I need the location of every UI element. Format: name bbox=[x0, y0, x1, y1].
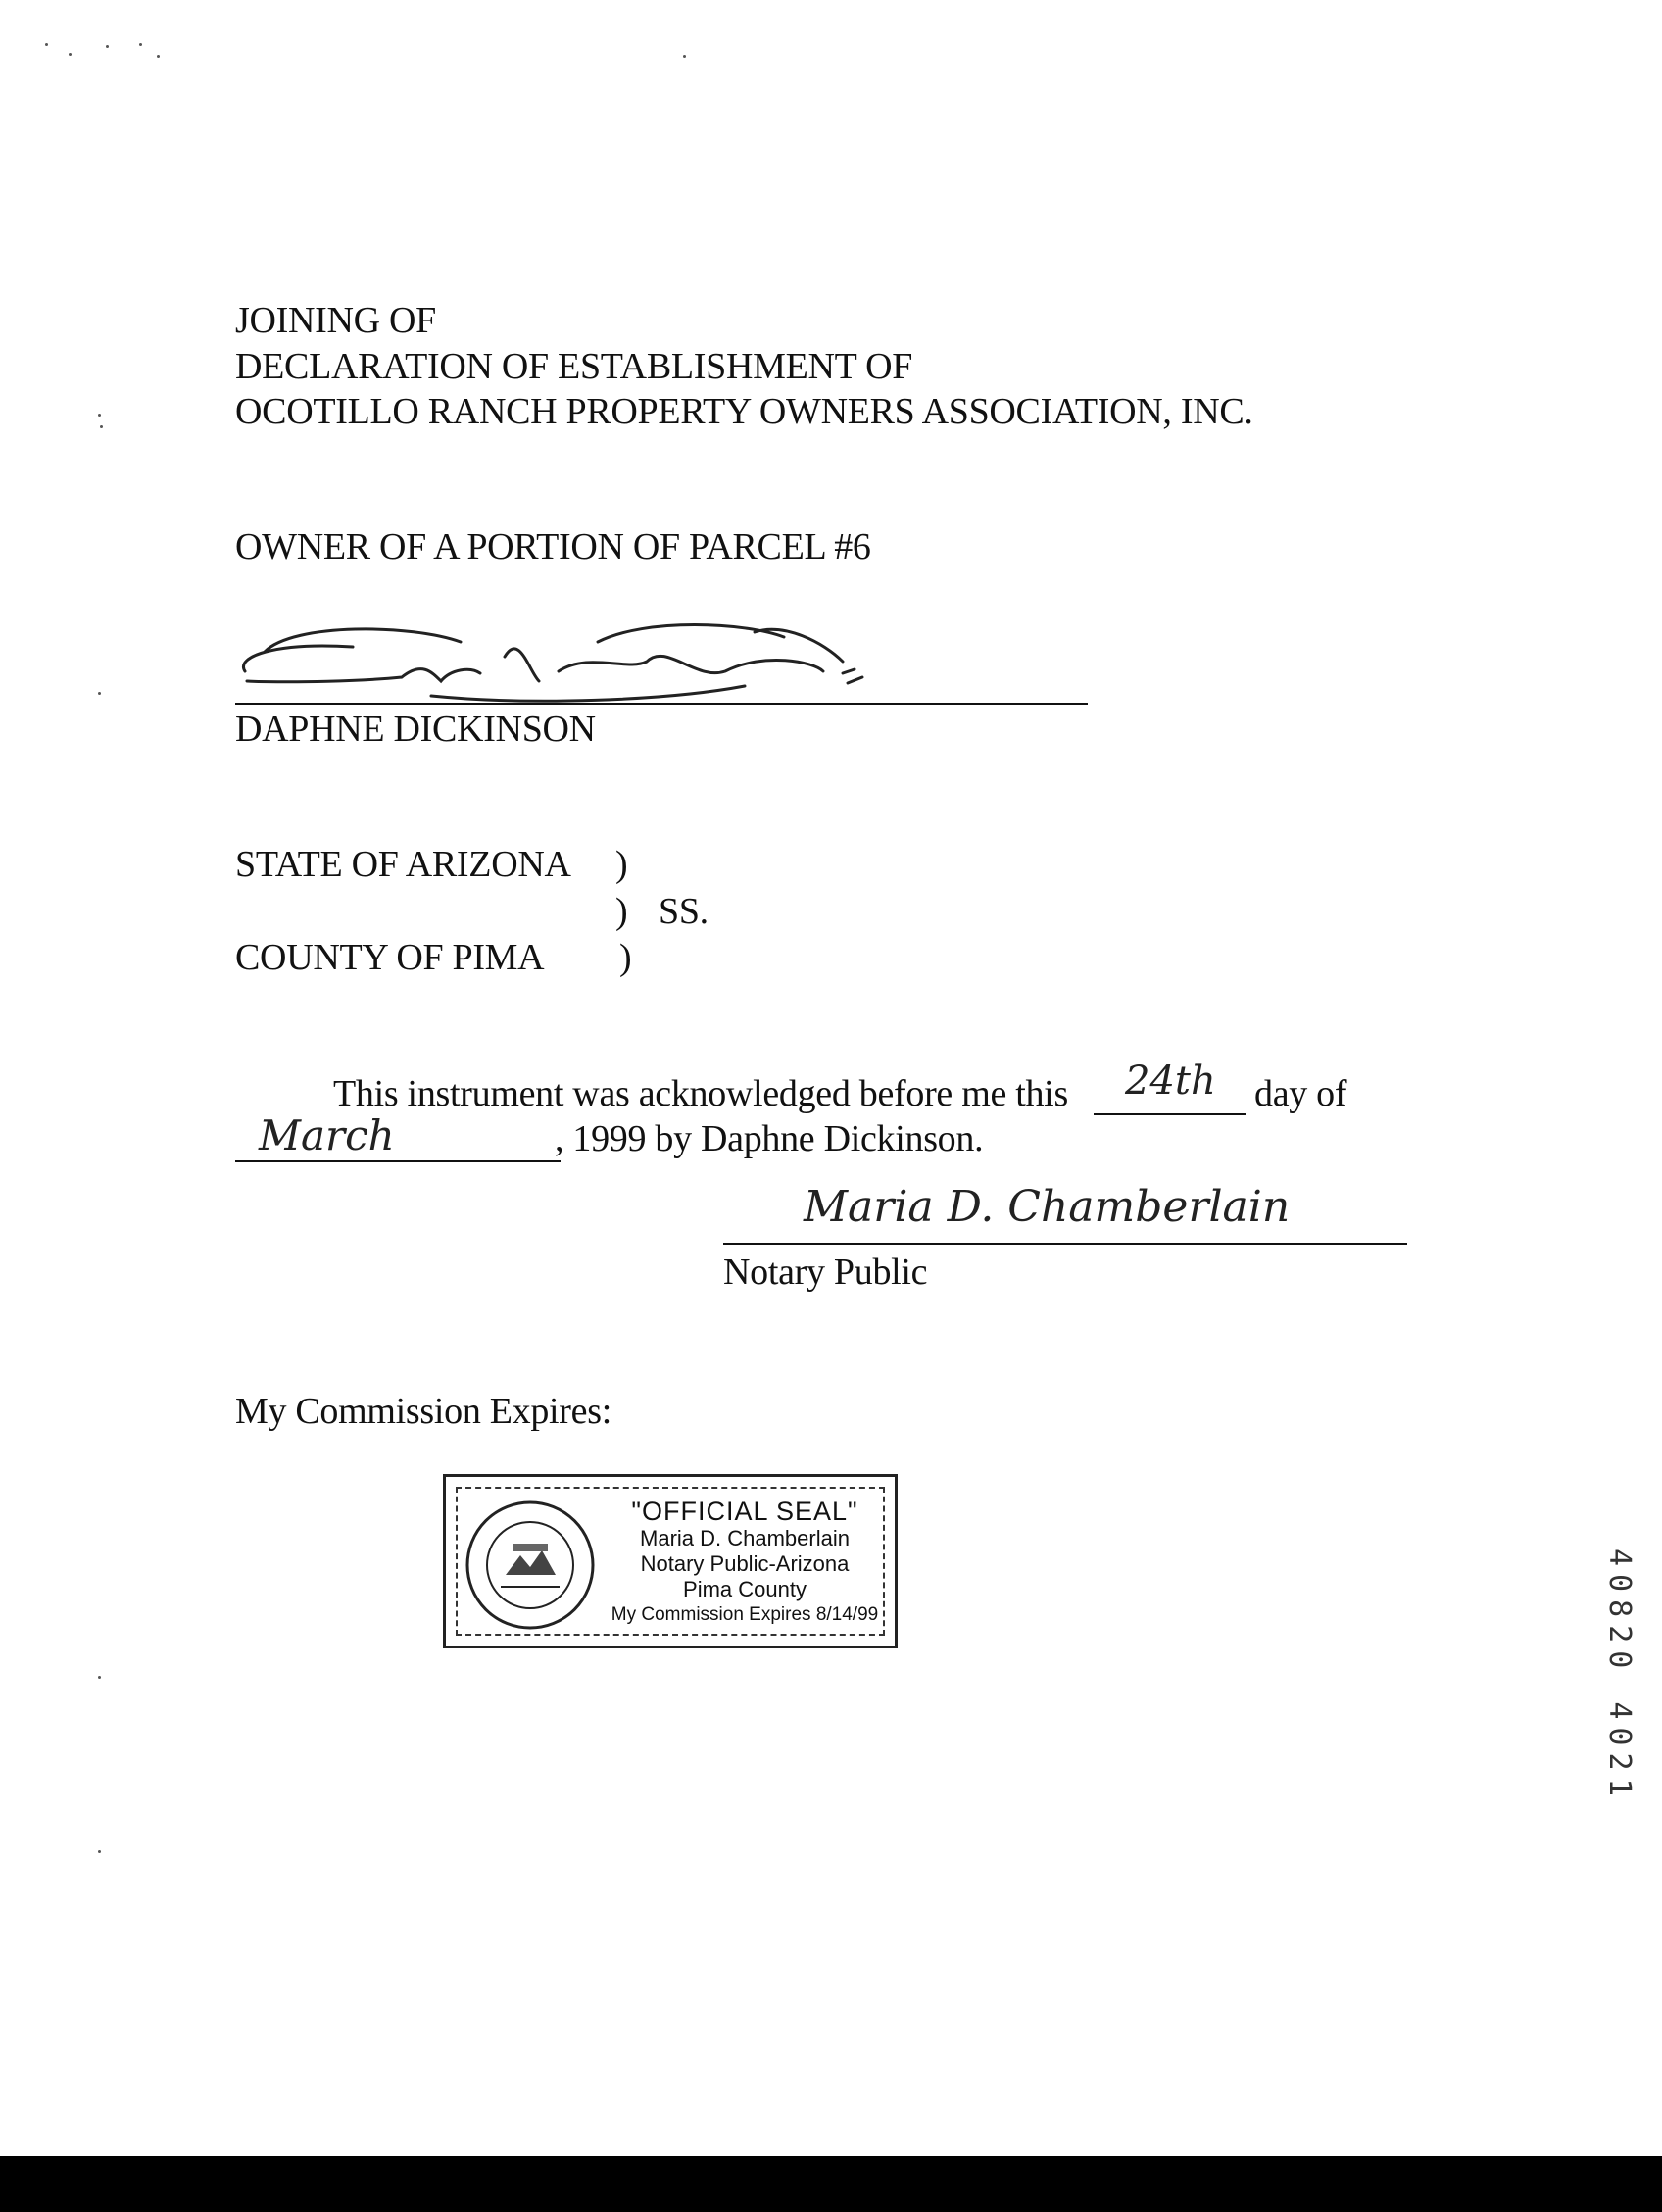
acknowledgment-day-handwritten: 24th bbox=[1125, 1058, 1216, 1104]
venue-state: STATE OF ARIZONA bbox=[235, 844, 571, 885]
title-line-3: OCOTILLO RANCH PROPERTY OWNERS ASSOCIATION, INC. bbox=[235, 391, 1253, 432]
speck bbox=[100, 425, 103, 428]
speck bbox=[98, 1850, 101, 1853]
speck bbox=[98, 692, 101, 695]
month-blank-line bbox=[235, 1160, 561, 1162]
venue-county: COUNTY OF PIMA bbox=[235, 937, 545, 978]
venue-paren-1: ) bbox=[615, 844, 628, 885]
seal-line-1: "OFFICIAL SEAL" bbox=[631, 1497, 858, 1526]
notary-label: Notary Public bbox=[723, 1252, 928, 1293]
acknowledgment-year-text: , 1999 by Daphne Dickinson. bbox=[555, 1118, 984, 1159]
venue-ss: SS. bbox=[659, 891, 709, 932]
owner-heading: OWNER OF A PORTION OF PARCEL #6 bbox=[235, 526, 871, 567]
seal-text-block bbox=[603, 1497, 887, 1628]
commission-label: My Commission Expires: bbox=[235, 1391, 611, 1432]
notary-signature-handwritten: Maria D. Chamberlain bbox=[804, 1182, 1291, 1232]
speck bbox=[45, 43, 48, 46]
owner-name: DAPHNE DICKINSON bbox=[235, 709, 596, 750]
speck bbox=[106, 45, 109, 48]
day-blank-line bbox=[1094, 1113, 1246, 1115]
speck bbox=[98, 414, 101, 417]
owner-signature bbox=[235, 613, 882, 711]
title-line-2: DECLARATION OF ESTABLISHMENT OF bbox=[235, 346, 913, 387]
notary-signature-line bbox=[723, 1243, 1407, 1245]
state-seal-emblem-icon bbox=[462, 1497, 599, 1634]
speck bbox=[139, 43, 142, 46]
scan-bottom-bar bbox=[0, 2156, 1662, 2212]
speck bbox=[98, 1676, 101, 1679]
speck bbox=[69, 53, 72, 56]
seal-line-3: Notary Public-Arizona bbox=[640, 1551, 850, 1576]
speck bbox=[157, 55, 160, 58]
venue-paren-2: ) bbox=[615, 891, 628, 932]
acknowledgment-day-suffix: day of bbox=[1254, 1073, 1347, 1114]
acknowledgment-prefix: This instrument was acknowledged before me this bbox=[333, 1073, 1068, 1114]
venue-paren-3: ) bbox=[619, 937, 632, 978]
acknowledgment-month-handwritten: March bbox=[259, 1111, 395, 1159]
owner-signature-line bbox=[235, 703, 1088, 705]
seal-line-4: Pima County bbox=[683, 1577, 807, 1601]
seal-line-2: Maria D. Chamberlain bbox=[640, 1526, 850, 1550]
margin-number-text: 40820 4021 bbox=[1602, 1548, 1637, 1804]
seal-line-5: My Commission Expires 8/14/99 bbox=[611, 1604, 879, 1625]
title-line-1: JOINING OF bbox=[235, 300, 436, 341]
official-seal-stamp bbox=[443, 1474, 898, 1648]
margin-document-number bbox=[1597, 1548, 1637, 1901]
speck bbox=[683, 55, 686, 58]
